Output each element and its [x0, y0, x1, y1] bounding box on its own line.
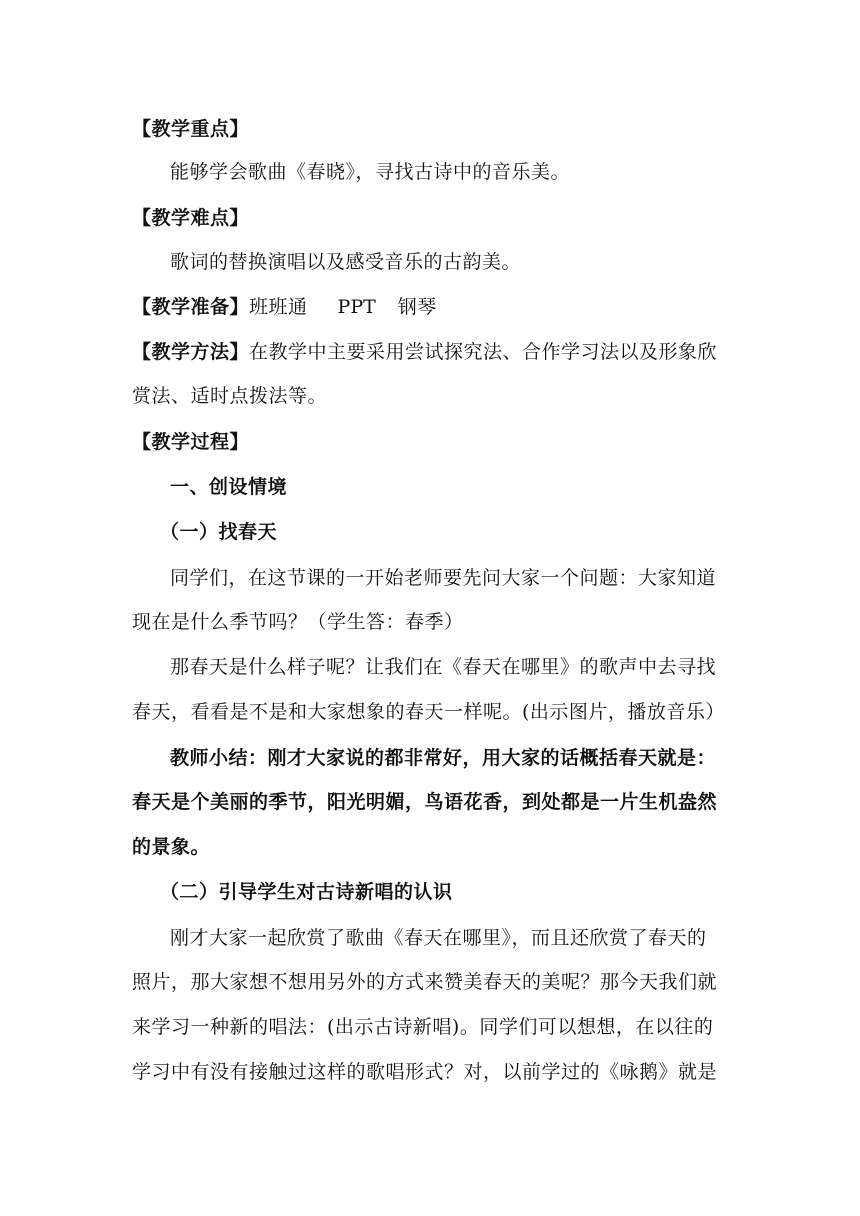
preparation-line — [132, 295, 732, 319]
summary-line: 的景象。 — [132, 836, 211, 858]
sub2-title: （二）引导学生对古诗新唱的认识 — [160, 881, 453, 903]
paragraph-line: 来学习一种新的唱法：(出示古诗新唱)。同学们可以想想，在以往的 — [132, 1016, 714, 1038]
paragraph-line: 照片，那大家想不想用另外的方式来赞美春天的美呢？那今天我们就 — [132, 971, 718, 993]
paragraph-line: 春天，看看是不是和大家想象的春天一样呢。(出示图片，播放音乐） — [132, 701, 725, 723]
paragraph-line: 现在是什么季节吗？（学生答：春季） — [132, 611, 464, 633]
preparation-item: 钢琴 — [397, 296, 437, 318]
paragraph-line: 刚才大家一起欣赏了歌曲《春天在哪里》，而且还欣赏了春天的 — [170, 927, 707, 949]
difficulty-heading: 【教学难点】 — [132, 207, 250, 229]
part1-title: 一、创设情境 — [170, 476, 288, 498]
preparation-item: PPT — [337, 296, 376, 318]
difficulty-text: 歌词的替换演唱以及感受音乐的古韵美。 — [170, 251, 522, 273]
focus-heading: 【教学重点】 — [132, 118, 250, 140]
paragraph-line: 学习中有没有接触过这样的歌唱形式？对，以前学过的《咏鹅》就是 — [132, 1061, 718, 1083]
method-text: 在教学中主要采用尝试探究法、合作学习法以及形象欣 — [249, 341, 718, 363]
process-heading: 【教学过程】 — [132, 431, 250, 453]
method-line-1 — [132, 340, 732, 364]
sub1-title: （一）找春天 — [160, 521, 278, 543]
summary-line: 春天是个美丽的季节，阳光明媚，鸟语花香，到处都是一片生机盎然 — [132, 791, 718, 813]
method-line-2: 赏法、适时点拨法等。 — [132, 385, 328, 407]
method-heading: 【教学方法】 — [132, 341, 250, 363]
summary-line: 教师小结：刚才大家说的都非常好，用大家的话概括春天就是： — [170, 747, 717, 769]
preparation-item: 班班通 — [249, 296, 308, 318]
focus-text: 能够学会歌曲《春晓》，寻找古诗中的音乐美。 — [170, 161, 571, 183]
preparation-heading: 【教学准备】 — [132, 296, 250, 318]
paragraph-line: 那春天是什么样子呢？让我们在《春天在哪里》的歌声中去寻找 — [170, 656, 717, 678]
paragraph-line: 同学们，在这节课的一开始老师要先问大家一个问题：大家知道 — [170, 567, 717, 589]
